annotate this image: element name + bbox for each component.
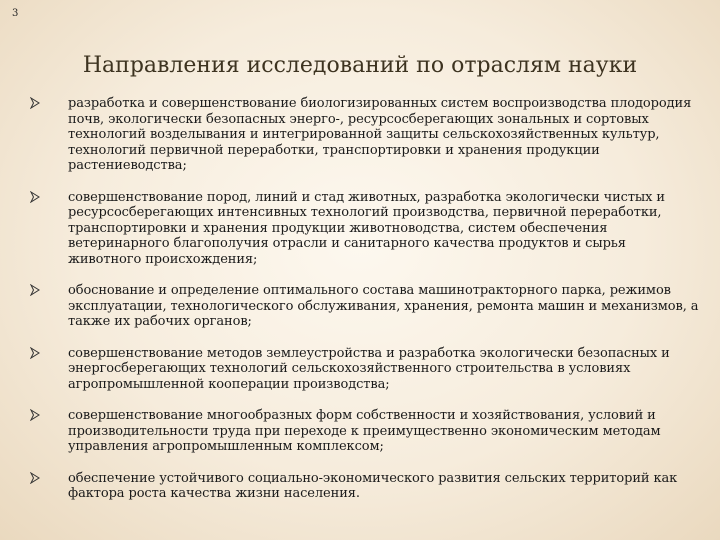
slide-title: Направления исследований по отраслям науки [82,52,638,78]
page-number: 3 [12,8,19,19]
bullet-list [30,96,700,502]
list-item-text: совершенствование пород, линий и стад животных, разработка экологически чистых и ресурсосберегающих интенсивных технологий производства, первичной переработки, транспортировки и хранения продукции животноводства, систем обеспечения ветеринарного благополучия отрасли и санитарного качества продуктов и сырья животного происхождения; [68,189,665,267]
list-item-text: совершенствование многообразных форм собственности и хозяйствования, условий и производительности труда при переходе к преимущественно экономическим методам управления агропромышленным комплексом; [68,408,661,454]
list-item [30,190,700,268]
list-item [30,283,700,330]
list-item [30,471,700,502]
list-item-text: обоснование и определение оптимального состава машинотракторного парка, режимов эксплуатации, технологического обслуживания, хранения, ремонта машин и механизмов, а также их рабочих органов; [68,283,699,329]
arrow-bullet-icon [30,97,40,109]
arrow-bullet-icon [30,472,40,484]
arrow-bullet-icon [30,409,40,421]
list-item-text: обеспечение устойчивого социально-экономического развития сельских территорий как фактора роста качества жизни населения. [68,470,678,501]
arrow-bullet-icon [30,191,40,203]
list-item [30,346,700,393]
arrow-bullet-icon [30,284,40,296]
arrow-bullet-icon [30,347,40,359]
list-item [30,408,700,455]
list-item-text: совершенствование методов землеустройства и разработка экологически безопасных и энергосберегающих технологий сельскохозяйственного строительства в условиях агропромышленной кооперации производства; [68,345,670,392]
list-item [30,96,700,174]
list-item-text: разработка и совершенствование биологизированных систем воспроизводства плодородия почв, экологически безопасных энерго-, ресурсосберегающих зональных и сортовых технологий возделывания и интегрированной защиты сельскохозяйственных культур, технологий первичной переработки, транспортировки и хранения продукции растениеводства; [68,96,692,173]
